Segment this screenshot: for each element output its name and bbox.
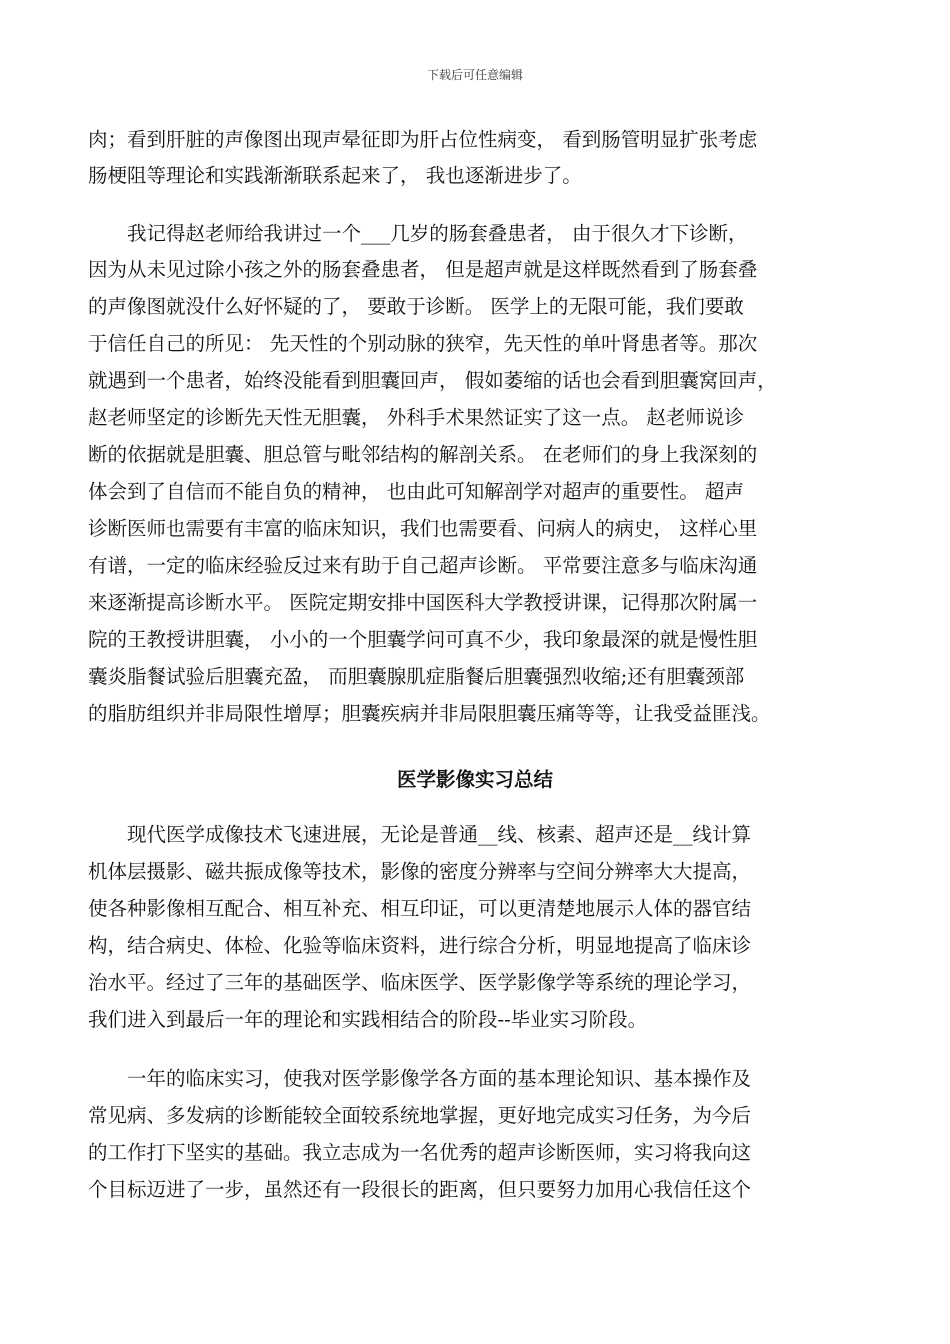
section-title: 医学影像实习总结	[396, 768, 553, 791]
paragraph-line: 赵老师坚定的诊断先天性无胆囊， 外科手术果然证实了这一点。 赵老师说诊	[88, 406, 744, 429]
paragraph-line: 院的王教授讲胆囊， 小小的一个胆囊学问可真不少，我印象最深的就是慢性胆	[88, 628, 758, 651]
paragraph-line: 因为从未见过除小孩之外的肠套叠患者， 但是超声就是这样既然看到了肠套叠	[88, 258, 758, 281]
paragraph-line: 的声像图就没什么好怀疑的了， 要敢于诊断。 医学上的无限可能，我们要敢	[88, 295, 744, 318]
paragraph-line: 肉；看到肝脏的声像图出现声晕征即为肝占位性病变， 看到肠管明显扩张考虑	[88, 128, 758, 151]
paragraph-line: 常见病、多发病的诊断能较全面较系统地掌握，更好地完成实习任务，为今后	[88, 1104, 752, 1127]
paragraph-line: 来逐渐提高诊断水平。 医院定期安排中国医科大学教授讲课，记得那次附属一	[88, 591, 758, 614]
paragraph-line: 机体层摄影、磁共振成像等技术，影像的密度分辨率与空间分辨率大大提高，	[88, 860, 752, 883]
paragraph-line: 的工作打下坚实的基础。我立志成为一名优秀的超声诊断医师，实习将我向这	[88, 1141, 752, 1164]
paragraph-line: 囊炎脂餐试验后胆囊充盈， 而胆囊腺肌症脂餐后胆囊强烈收缩;还有胆囊颈部	[88, 665, 745, 688]
paragraph-line: 使各种影像相互配合、相互补充、相互印证，可以更清楚地展示人体的器官结	[88, 897, 752, 920]
paragraph-line: 我们进入到最后一年的理论和实践相结合的阶段--毕业实习阶段。	[88, 1008, 648, 1031]
page-header: 下载后可任意编辑	[426, 68, 523, 82]
paragraph-line: 个目标迈进了一步，虽然还有一段很长的距离，但只要努力加用心我信任这个	[88, 1178, 752, 1201]
paragraph-line: 有谱，一定的临床经验反过来有助于自己超声诊断。 平常要注意多与临床沟通	[88, 554, 758, 577]
paragraph-line: 肠梗阻等理论和实践渐渐联系起来了， 我也逐渐进步了。	[88, 164, 582, 187]
paragraph-line: 现代医学成像技术飞速进展，无论是普通__线、核素、超声还是__线计算	[88, 823, 752, 846]
paragraph-line: 的脂肪组织并非局限性增厚；胆囊疾病并非局限胆囊压痛等等，让我受益匪浅。	[88, 702, 771, 725]
paragraph-line: 一年的临床实习，使我对医学影像学各方面的基本理论知识、基本操作及	[88, 1067, 752, 1090]
paragraph-line: 构，结合病史、体检、化验等临床资料，进行综合分析，明显地提高了临床诊	[88, 934, 752, 957]
paragraph-line: 我记得赵老师给我讲过一个___几岁的肠套叠患者， 由于很久才下诊断，	[88, 222, 748, 245]
paragraph-line: 诊断医师也需要有丰富的临床知识，我们也需要看、问病人的病史， 这样心里	[88, 517, 758, 540]
paragraph-line: 治水平。经过了三年的基础医学、临床医学、医学影像学等系统的理论学习，	[88, 971, 752, 994]
paragraph-line: 于信任自己的所见： 先天性的个别动脉的狭窄，先天性的单叶肾患者等。那次	[88, 332, 758, 355]
paragraph-line: 体会到了自信而不能自负的精神， 也由此可知解剖学对超声的重要性。 超声	[88, 480, 744, 503]
paragraph-line: 就遇到一个患者，始终没能看到胆囊回声， 假如萎缩的话也会看到胆囊窝回声，	[88, 369, 777, 392]
paragraph-line: 断的依据就是胆囊、胆总管与毗邻结构的解剖关系。 在老师们的身上我深刻的	[88, 443, 758, 466]
